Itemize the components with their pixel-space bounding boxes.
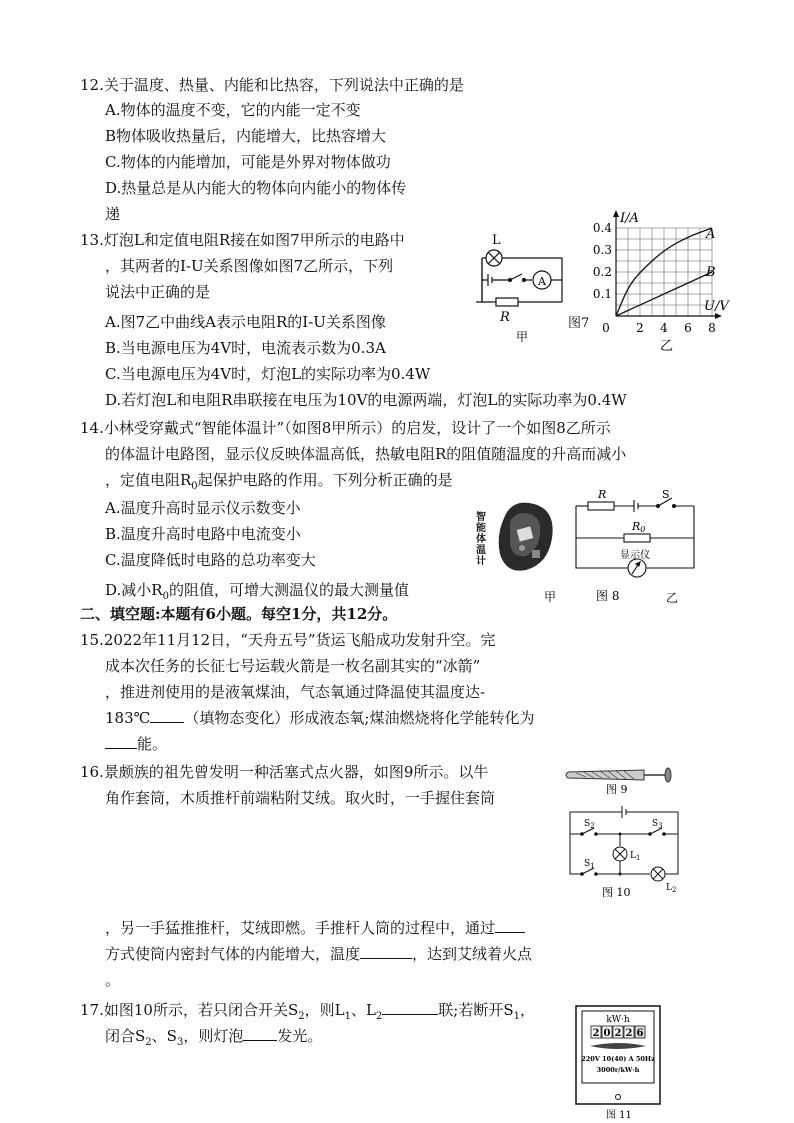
q13-stem-2: ，其两者的I-U关系图像如图7乙所示，下列 <box>105 257 394 275</box>
fig9-label: 图 9 <box>606 783 628 796</box>
fig10-circuit <box>562 800 690 900</box>
q15-blank-1[interactable] <box>150 708 184 723</box>
meter-digit: 2 <box>592 1028 600 1039</box>
chart-x-tick: 0 <box>602 321 610 335</box>
fig8-jia-label: 甲 <box>543 590 556 604</box>
q12-option-a: A.物体的温度不变，它的内能一定不变 <box>105 101 361 119</box>
q12-option-d: D.热量总是从内能大的物体向内能小的物体传 <box>105 179 407 197</box>
q14-stem-1: 14.小林受穿戴式“智能体温计”（如图8甲所示）的启发，设计了一个如图8乙所示 <box>80 419 611 437</box>
q12-option-d-cont: 递 <box>105 205 121 223</box>
q13-stem-1: 13.灯泡L和定值电阻R接在如图7甲所示的电路中 <box>80 231 405 249</box>
chart-y-tick: 0.4 <box>592 221 612 235</box>
fig7-curve-a-label: A <box>706 227 716 242</box>
fig7-ammeter-label: A <box>538 275 546 288</box>
section-2-heading: 二、填空题:本题有6小题。每空1分，共12分。 <box>80 605 398 623</box>
fig9-fire-piston <box>562 760 674 796</box>
q17-line-1: 17.如图10所示，若只闭合开关$S_2$，则$L_1$、$L_2$ 联;若断开$S_1$， <box>80 1001 536 1022</box>
q14-option-a: A.温度升高时显示仪示数变小 <box>105 499 301 517</box>
q13-option-d: D.若灯泡L和电阻R串联接在电压为10V的电源两端，灯泡L的实际功率为0.4W <box>105 391 627 409</box>
fig7-yi-label: 乙 <box>660 339 674 354</box>
q16-line-4: 方式使筒内密封气体的内能增大，温度 ，达到艾绒着火点 <box>105 945 533 963</box>
q15-line-4: 183℃ （填物态变化）形成液态氧;煤油燃烧将化学能转化为 <box>105 709 535 727</box>
meter-digit: 6 <box>636 1028 644 1039</box>
q14-option-b: B.温度升高时电路中电流变小 <box>105 525 301 543</box>
fig10-s1-label: $S_1$ <box>584 859 595 870</box>
q12-option-c: C.物体的内能增加，可能是外界对物体做功 <box>105 153 391 171</box>
chart-x-tick: 4 <box>660 321 668 335</box>
q17-blank-2[interactable] <box>243 1026 277 1041</box>
q14-stem-3: ，定值电阻$R_0$起保护电路的作用。下列分析正确的是 <box>105 471 453 492</box>
meter-digit: 2 <box>625 1028 633 1039</box>
fig7-curve-b-label: B <box>706 265 716 280</box>
meter-digit: 0 <box>603 1028 611 1039</box>
q13-stem-3: 说法中正确的是 <box>105 283 211 301</box>
chart-y-tick: 0.1 <box>592 287 612 301</box>
q12-stem: 12.关于温度、热量、内能和比热容，下列说法中正确的是 <box>80 76 464 94</box>
chart-y-tick: 0.2 <box>592 265 612 279</box>
fig8-yi-label: 乙 <box>666 591 679 605</box>
meter-digit: 2 <box>614 1028 622 1039</box>
fig8-s-label: S <box>662 488 670 501</box>
q13-option-b: B.当电源电压为4V时，电流表示数为0.3A <box>105 339 386 357</box>
fig7-label: 图7 <box>568 316 590 331</box>
q14-option-c: C.温度降低时电路的总功率变大 <box>105 551 316 569</box>
q16-line-2: 角作套筒，木质推杆前端粘附艾绒。取火时，一手握住套筒 <box>105 789 496 807</box>
fig8-circuit <box>570 488 705 606</box>
fig10-s3-label: $S_3$ <box>652 819 663 830</box>
fig7-chart <box>590 208 740 356</box>
fig10-label: 图 10 <box>602 886 631 899</box>
fig11-energy-meter <box>572 1004 664 1122</box>
fig11-unit: kW·h <box>606 1015 630 1025</box>
fig7-y-axis-label: I/A <box>620 211 639 226</box>
chart-x-tick: 6 <box>684 321 692 335</box>
fig7-jia-label: 甲 <box>516 330 529 344</box>
q15-line-2: 成本次任务的长征七号运载火箭是一枚名副其实的“冰箭” <box>105 657 481 675</box>
q15-line-3: ，推进剂使用的是液氧煤油，气态氧通过降温使其温度达- <box>105 683 486 701</box>
q16-blank-1[interactable] <box>495 918 525 933</box>
fig10-l1-label: $L_1$ <box>630 851 641 862</box>
q14-option-d: D.减小$R_0$的阻值，可增大测温仪的最大测量值 <box>105 581 409 602</box>
q15-line-1: 15.2022年11月12日，“天舟五号”货运飞船成功发射升空。完 <box>80 631 496 649</box>
q15-blank-2[interactable] <box>105 734 137 749</box>
fig7-circuit <box>470 228 575 346</box>
fig8-device-text: 智能体温计 <box>476 512 486 567</box>
fig7-x-axis-label: U/V <box>704 299 729 314</box>
chart-x-tick: 2 <box>636 321 644 335</box>
fig8-r-label: R <box>598 488 607 501</box>
fig11-spec-2: 3000r/kW·h <box>596 1066 640 1074</box>
q16-line-3: ，另一手猛推推杆，艾绒即燃。手推杆人筒的过程中，通过 <box>105 918 525 938</box>
q17-line-2: 闭合$S_2$、$S_3$，则灯泡 发光。 <box>105 1027 323 1048</box>
fig11-label: 图 11 <box>606 1110 632 1121</box>
q14-stem-2: 的体温计电路图，显示仪反映体温高低，热敏电阻R的阻值随温度的升高而减小 <box>105 445 627 463</box>
fig7-resistor-label: R <box>500 310 510 325</box>
chart-x-tick: 8 <box>708 321 716 335</box>
fig8-display-label: 显示仪 <box>620 550 650 561</box>
fig11-spec-1: 220V 10(40) A 50Hz <box>581 1055 655 1063</box>
q12-option-b: B物体吸收热量后，内能增大，比热容增大 <box>105 127 387 145</box>
q13-option-a: A.图7乙中曲线A表示电阻R的I-U关系图像 <box>105 313 386 331</box>
fig10-s2-label: $S_2$ <box>584 819 595 830</box>
fig8-label: 图 8 <box>596 589 620 603</box>
q16-blank-2[interactable] <box>360 944 412 959</box>
fig10-l2-label: $L_2$ <box>666 883 677 894</box>
chart-y-tick: 0.3 <box>592 243 612 257</box>
q16-line-1: 16.景颇族的祖先曾发明一种活塞式点火器，如图9所示。以牛 <box>80 763 489 781</box>
q16-line-5: 。 <box>105 971 121 989</box>
fig7-lamp-label: L <box>492 233 501 248</box>
fig8-r0-label: R0 <box>632 520 646 534</box>
q13-option-c: C.当电源电压为4V时，灯泡L的实际功率为0.4W <box>105 365 431 383</box>
q17-blank-1[interactable] <box>382 1000 438 1015</box>
q15-line-5: 能。 <box>105 734 167 754</box>
